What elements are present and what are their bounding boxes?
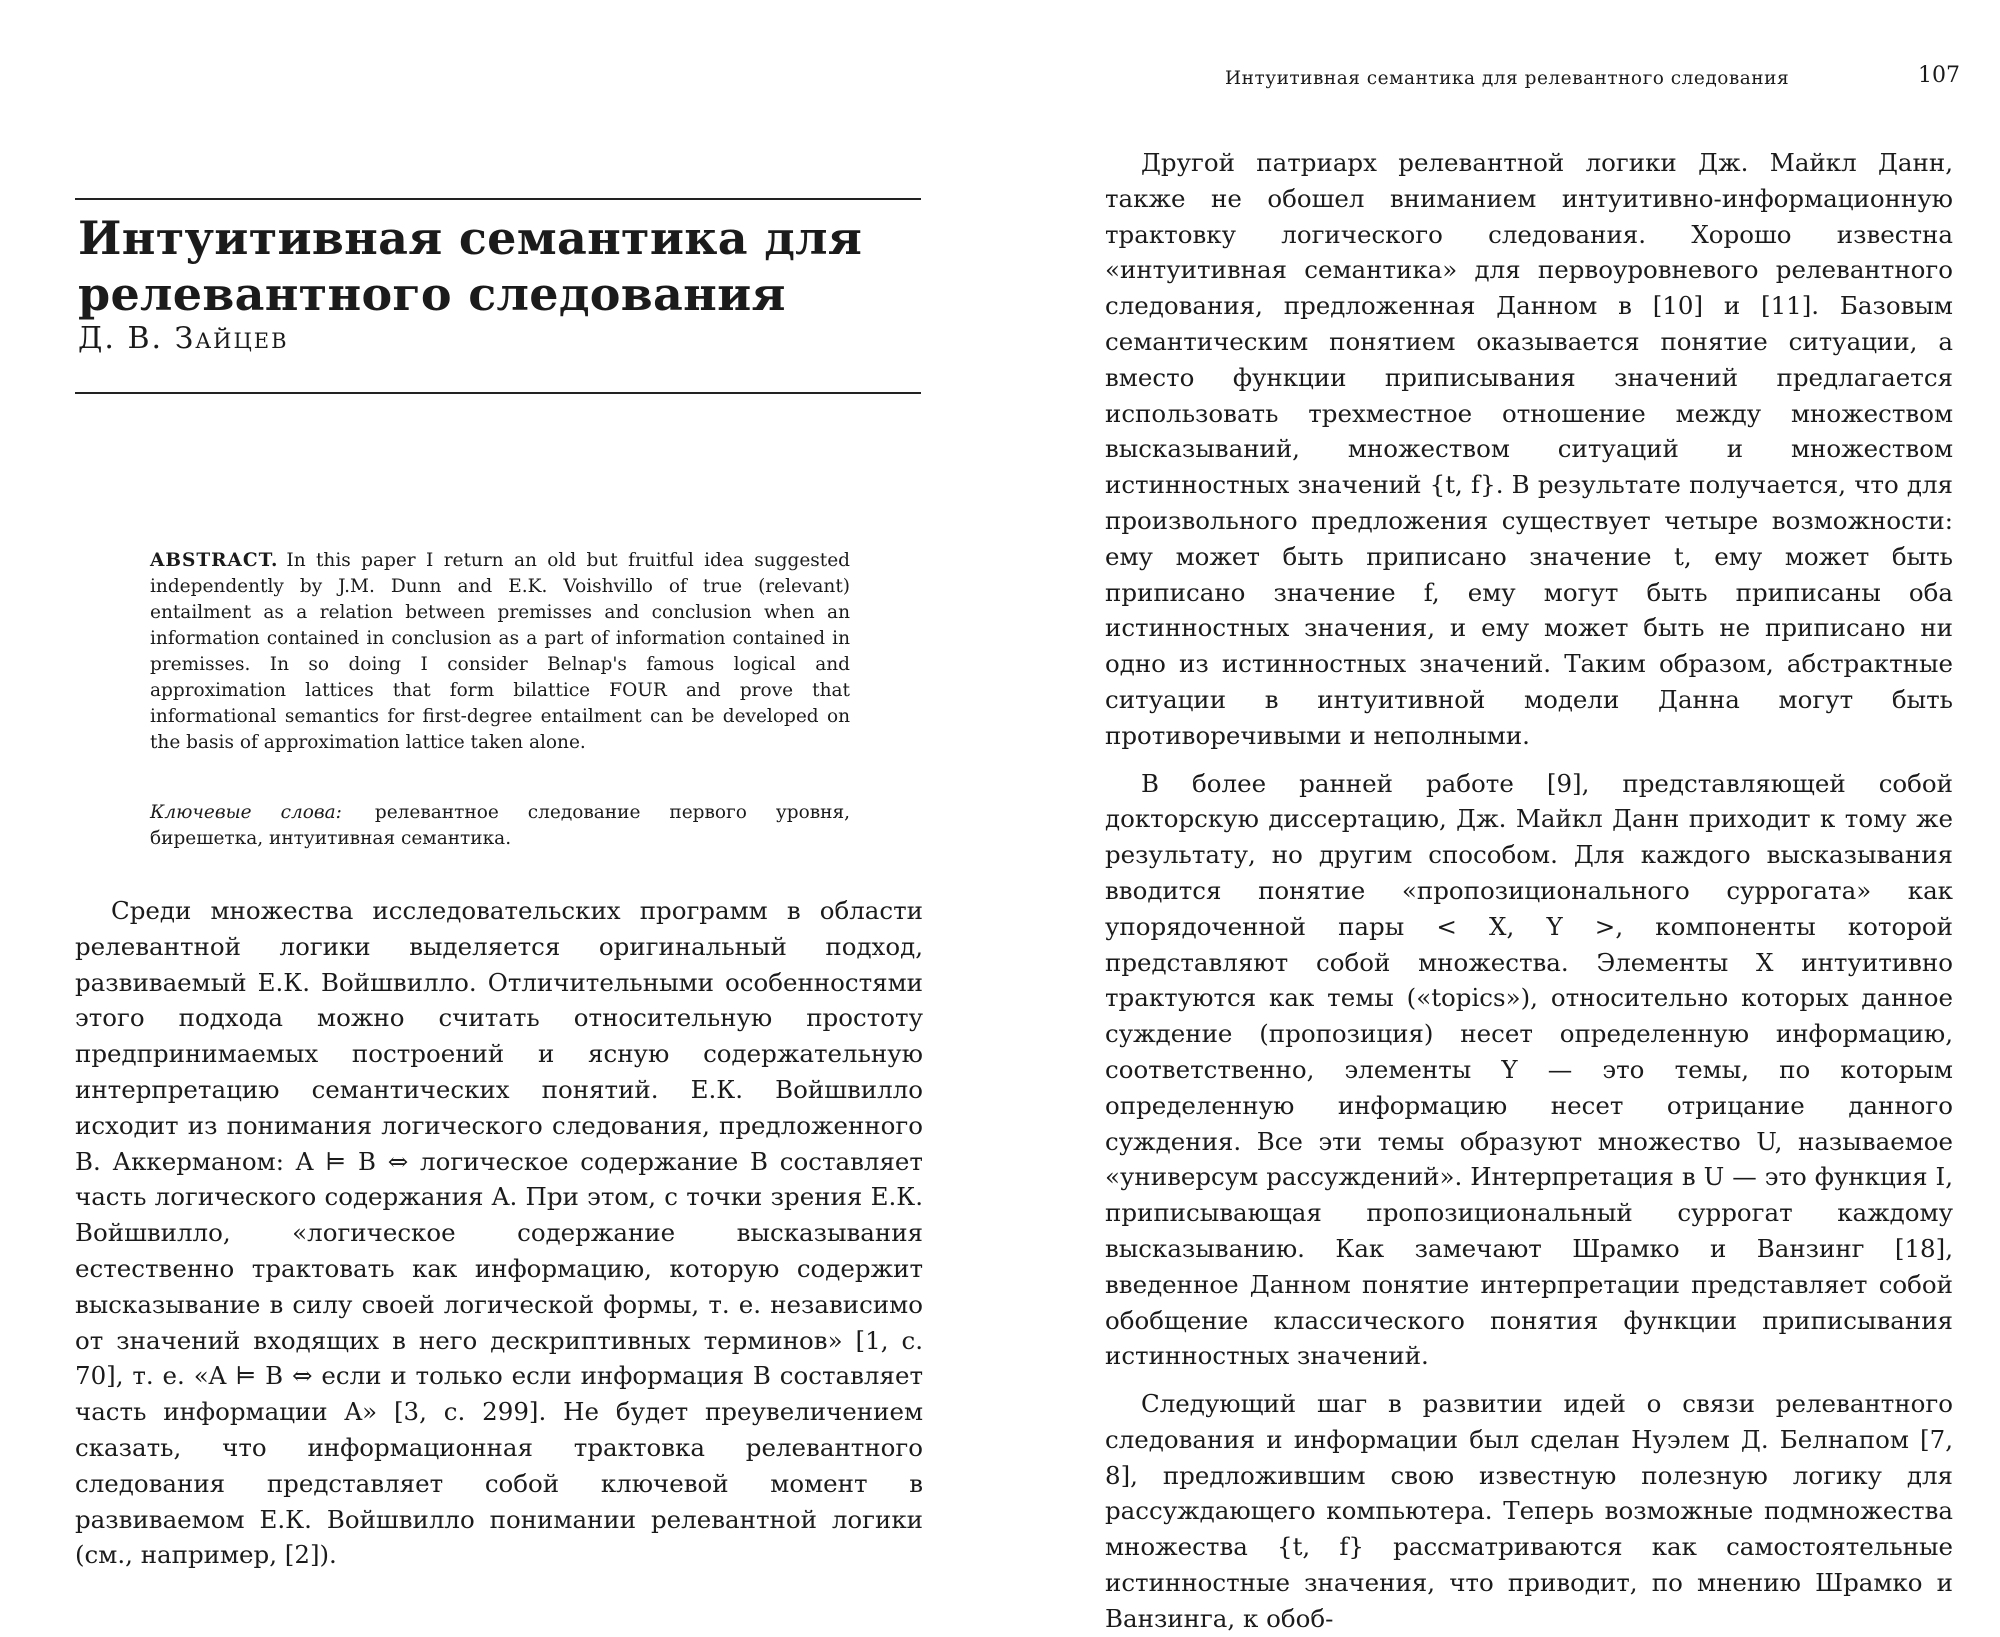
article-author: Д. В. Зайцев	[78, 321, 289, 356]
left-body	[75, 893, 923, 1573]
title-bottom-rule	[75, 392, 921, 394]
keywords-label: Ключевые слова:	[150, 802, 342, 823]
right-body	[1105, 145, 1953, 1637]
body-paragraph: Другой патриарх релевантной логики Дж. Майкл Данн, также не обошел вниманием интуитивно-информационную трактовку логического следования. Хорошо известна «интуитивная семантика» для первоуровневого релевантного следования, предложенная Данном в [10] и [11]. Базовым семантическим понятием оказывается понятие ситуации, а вместо функции приписывания значений предлагается использовать трехместное отношение между множеством высказываний, множеством ситуаций и множеством истинностных значений {t, f}. В результате получается, что для произвольного предложения существует четыре возможности: ему может быть приписано значение t, ему может быть приписано значение f, ему могут быть приписаны оба истинностных значения, и ему может быть не приписано ни одно из истинностных значений. Таким образом, абстрактные ситуации в интуитивной модели Данна могут быть противоречивыми и неполными.	[1105, 148, 1953, 750]
left-page	[0, 0, 1000, 1590]
keywords	[150, 800, 850, 852]
body-paragraph: Среди множества исследовательских программ в области релевантной логики выделяется оригинальный подход, развиваемый Е.К. Войшвилло. Отличительными особенностями этого подхода можно считать относительную простоту предпринимаемых построений и ясную содержательную интерпретацию семантических понятий. Е.К. Войшвилло исходит из понимания логического следования, предложенного В. Аккерманом: A ⊨ B ⇔ логическое содержание B составляет часть логического содержания A. При этом, с точки зрения Е.К. Войшвилло, «логическое содержание высказывания естественно трактовать как информацию, которую содержит высказывание в силу своей логической формы, т. е. независимо от значений входящих в него дескриптивных терминов» [1, с. 70], т. е. «A ⊨ B ⇔ если и только если информация B составляет часть информации A» [3, с. 299]. Не будет преувеличением сказать, что информационная трактовка релевантного следования представляет собой ключевой момент в развиваемом Е.К. Войшвилло понимании релевантной логики (см., например, [2]).	[75, 896, 923, 1570]
abstract-text: In this paper I return an old but fruitful idea suggested independently by J.M. Dunn and E.K. Voishvillo of true (relevant) entailment as a relation between premisses and conclusion when an information contained in conclusion as a part of information contained in premisses. In so doing I consider Belnap's famous logical and approximation lattices that form bilattice FOUR and prove that informational semantics for first-degree entailment can be developed on the basis of approximation lattice taken alone.	[150, 550, 850, 753]
right-page	[1000, 0, 2000, 1633]
title-top-rule	[75, 198, 921, 200]
body-paragraph: Следующий шаг в развитии идей о связи релевантного следования и информации был сделан Нуэлем Д. Белнапом [7, 8], предложившим свою известную полезную логику для рассуждающего компьютера. Теперь возможные подмножества множества {t, f} рассматриваются как самостоятельные истинностные значения, что приводит, по мнению Шрамко и Ванзинга, к обоб-	[1105, 1389, 1953, 1633]
abstract-label: ABSTRACT.	[150, 550, 279, 571]
running-head: Интуитивная семантика для релевантного следования	[1225, 68, 1790, 89]
keywords-text: релевантное следование первого уровня, бирешетка, интуитивная семантика.	[150, 802, 850, 849]
article-title: Интуитивная семантика для релевантного следования	[78, 211, 863, 321]
abstract	[150, 548, 850, 756]
page-number: 107	[1918, 63, 1960, 88]
body-paragraph: В более ранней работе [9], представляющей собой докторскую диссертацию, Дж. Майкл Данн приходит к тому же результату, но другим способом. Для каждого высказывания вводится понятие «пропозиционального суррогата» как упорядоченной пары < X, Y >, компоненты которой представляют собой множества. Элементы X интуитивно трактуются как темы («topics»), относительно которых данное суждение (пропозиция) несет определенную информацию, соответственно, элементы Y — это темы, по которым определенную информацию несет отрицание данного суждения. Все эти темы образуют множество U, называемое «универсум рассуждений». Интерпретация в U — это функция I, приписывающая пропозициональный суррогат каждому высказыванию. Как замечают Шрамко и Ванзинг [18], введенное Данном понятие интерпретации представляет собой обобщение классического понятия функции приписывания истинностных значений.	[1105, 768, 1953, 1371]
